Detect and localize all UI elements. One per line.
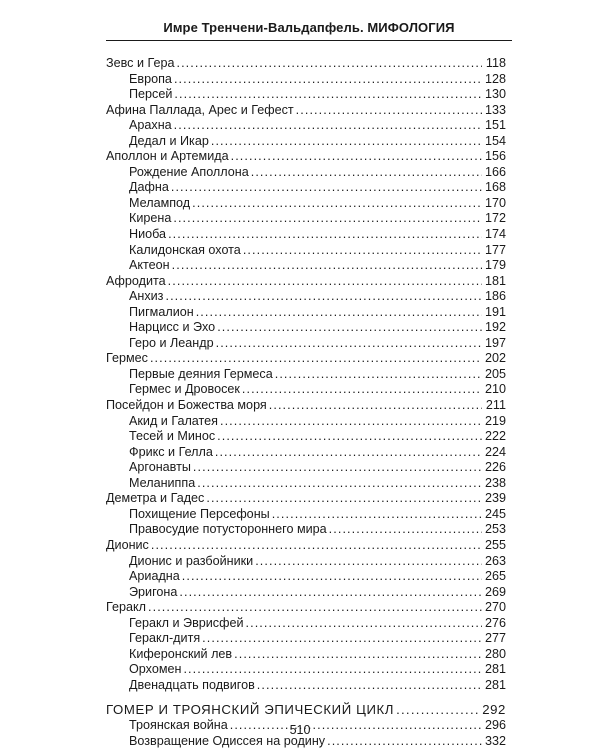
toc-subsection xyxy=(106,382,506,398)
toc-entry-page: 174 xyxy=(484,227,506,242)
toc-subsection xyxy=(106,445,506,461)
dot-leader xyxy=(296,103,482,119)
toc-entry-page: 276 xyxy=(484,615,506,630)
toc-entry-page: 277 xyxy=(484,631,506,646)
toc-entry-page: 186 xyxy=(484,289,506,304)
toc-subsection xyxy=(106,631,506,647)
toc-subsection xyxy=(106,196,506,212)
toc-entry-page: 168 xyxy=(484,180,506,195)
dot-leader xyxy=(231,149,482,165)
toc-entry-page: 179 xyxy=(484,258,506,273)
toc-subsection xyxy=(106,180,506,196)
toc-subsection xyxy=(106,678,506,694)
toc-subsection xyxy=(106,554,506,570)
toc-entry-title: Деметра и Гадес xyxy=(106,491,205,506)
toc-entry-title: Персей xyxy=(129,87,173,102)
toc-entry-page: 238 xyxy=(484,475,506,490)
toc-section xyxy=(106,538,506,554)
toc-entry-page: 253 xyxy=(484,522,506,537)
dot-leader xyxy=(217,320,482,336)
dot-leader xyxy=(215,445,482,461)
dot-leader xyxy=(171,180,482,196)
toc-subsection xyxy=(106,662,506,678)
toc-subsection xyxy=(106,289,506,305)
toc-entry-title: Геракл и Эврисфей xyxy=(129,615,244,630)
toc-entry-title: Похищение Персефоны xyxy=(129,506,270,521)
dot-leader xyxy=(168,227,482,243)
toc-entry-title: Возвращение Одиссея на родину xyxy=(129,733,326,748)
toc-subsection xyxy=(106,211,506,227)
toc-subsection xyxy=(106,585,506,601)
toc-entry-title: Афродита xyxy=(106,273,166,288)
toc-entry-title: Двенадцать подвигов xyxy=(129,677,255,692)
toc-entry-page: 263 xyxy=(484,553,506,568)
toc-subsection xyxy=(106,429,506,445)
toc-entry-page: 296 xyxy=(484,718,506,733)
toc-entry-page: 224 xyxy=(484,444,506,459)
toc-subsection xyxy=(106,647,506,663)
dot-leader xyxy=(243,243,482,259)
toc-entry-page: 181 xyxy=(484,273,506,288)
toc-entry-page: 211 xyxy=(485,398,506,413)
toc-subsection xyxy=(106,227,506,243)
dot-leader xyxy=(211,134,482,150)
toc-section xyxy=(106,398,506,414)
dot-leader xyxy=(176,56,482,72)
toc-subsection xyxy=(106,320,506,336)
toc-entry-title: Пигмалион xyxy=(129,304,194,319)
dot-leader xyxy=(216,336,482,352)
running-title: Имре Тренчени-Вальдапфель. МИФОЛОГИЯ xyxy=(163,20,455,35)
toc-entry-page: 210 xyxy=(484,382,506,397)
toc-entry-title: Троянская война xyxy=(129,718,228,733)
toc-subsection xyxy=(106,569,506,585)
toc-entry-page: 245 xyxy=(484,506,506,521)
dot-leader xyxy=(396,701,480,718)
toc-entry-title: Первые деяния Гермеса xyxy=(129,366,273,381)
toc-entry-page: 177 xyxy=(484,242,506,257)
toc-entry-page: 270 xyxy=(484,600,506,615)
toc-entry-title: Дионис и разбойники xyxy=(129,553,254,568)
toc-entry-title: Правосудие потустороннего мира xyxy=(129,522,327,537)
running-header xyxy=(106,18,512,41)
dot-leader xyxy=(172,258,482,274)
toc-entry-title: Зевс и Гера xyxy=(106,56,175,70)
toc-entry-page: 166 xyxy=(484,164,506,179)
toc-entry-page: 269 xyxy=(484,584,506,599)
toc-entry-title: Аполлон и Артемида xyxy=(106,149,229,164)
toc-subsection xyxy=(106,460,506,476)
toc-entry-title: Акид и Галатея xyxy=(129,413,218,428)
toc-subsection xyxy=(106,507,506,523)
toc-entry-page: 202 xyxy=(484,351,506,366)
toc-entry-title: Геро и Леандр xyxy=(129,335,214,350)
toc-entry-title: Афина Паллада, Арес и Гефест xyxy=(106,102,294,117)
toc-entry-page: 332 xyxy=(484,733,506,748)
toc-entry-page: 265 xyxy=(484,569,506,584)
toc-entry-title: Арахна xyxy=(129,118,172,133)
toc-entry-title: Анхиз xyxy=(129,289,164,304)
toc-subsection xyxy=(106,258,506,274)
toc-subsection xyxy=(106,87,506,103)
toc-entry-title: Калидонская охота xyxy=(129,242,241,257)
toc-entry-page: 219 xyxy=(484,413,506,428)
dot-leader xyxy=(272,507,482,523)
dot-leader xyxy=(179,585,482,601)
toc-section xyxy=(106,351,506,367)
toc-section xyxy=(106,274,506,290)
dot-leader xyxy=(150,351,482,367)
toc-subsection xyxy=(106,134,506,150)
toc-entry-title: Дионис xyxy=(106,537,149,552)
dot-leader xyxy=(174,118,482,134)
dot-leader xyxy=(148,600,482,616)
toc-entry-title: Ариадна xyxy=(129,569,180,584)
toc-entry-page: 226 xyxy=(484,460,506,475)
toc-entry-page: 128 xyxy=(484,71,506,86)
toc-subsection xyxy=(106,616,506,632)
dot-leader xyxy=(173,211,482,227)
page-number: 510 xyxy=(289,723,311,737)
toc-subsection xyxy=(106,522,506,538)
toc-entry-title: Дедал и Икар xyxy=(129,133,209,148)
toc-entry-page: 156 xyxy=(484,149,506,164)
dot-leader xyxy=(193,460,482,476)
toc-entry-page: 118 xyxy=(485,56,506,70)
toc-entry-title: Меланиппа xyxy=(129,475,196,490)
toc-entry-page: 205 xyxy=(484,366,506,381)
dot-leader xyxy=(220,414,482,430)
toc-part-heading xyxy=(106,701,506,718)
toc-subsection xyxy=(106,305,506,321)
toc-entry-page: 170 xyxy=(484,195,506,210)
toc-entry-title: Нарцисс и Эхо xyxy=(129,320,216,335)
toc-entry-page: 192 xyxy=(484,320,506,335)
toc-entry-page: 222 xyxy=(484,429,506,444)
dot-leader xyxy=(183,662,482,678)
dot-leader xyxy=(217,429,482,445)
toc-entry-title: Рождение Аполлона xyxy=(129,164,249,179)
toc-section xyxy=(106,600,506,616)
toc-entry-title: Геракл-дитя xyxy=(129,631,201,646)
toc-subsection xyxy=(106,476,506,492)
toc-entry-title: Геракл xyxy=(106,600,146,615)
dot-leader xyxy=(329,522,482,538)
toc-entry-title: ГОМЕР И ТРОЯНСКИЙ ЭПИЧЕСКИЙ ЦИКЛ xyxy=(106,702,395,718)
dot-leader xyxy=(151,538,482,554)
toc-subsection xyxy=(106,367,506,383)
toc-entry-page: 281 xyxy=(484,662,506,677)
toc-entry-title: Ниоба xyxy=(129,227,167,242)
toc-subsection xyxy=(106,243,506,259)
toc-entry-title: Актеон xyxy=(129,258,170,273)
toc-entry-title: Орхомен xyxy=(129,662,182,677)
toc-entry-title: Гермес и Дровосек xyxy=(129,382,240,397)
toc-entry-title: Дафна xyxy=(129,180,169,195)
dot-leader xyxy=(246,616,483,632)
toc-entry-title: Гермес xyxy=(106,351,148,366)
toc-entry-page: 197 xyxy=(484,335,506,350)
toc-entry-page: 154 xyxy=(484,133,506,148)
toc-entry-page: 281 xyxy=(484,677,506,692)
toc-entry-page: 280 xyxy=(484,646,506,661)
dot-leader xyxy=(174,87,482,103)
dot-leader xyxy=(192,196,482,212)
toc-subsection xyxy=(106,414,506,430)
toc-entry-page: 255 xyxy=(484,537,506,552)
toc-section xyxy=(106,149,506,165)
toc-entry-title: Эригона xyxy=(129,584,178,599)
toc-entry-title: Киферонский лев xyxy=(129,646,233,661)
toc-entry-page: 172 xyxy=(484,211,506,226)
dot-leader xyxy=(206,491,482,507)
dot-leader xyxy=(196,305,482,321)
toc-entry-page: 292 xyxy=(482,702,506,718)
table-of-contents xyxy=(106,56,506,750)
toc-subsection xyxy=(106,336,506,352)
toc-entry-page: 133 xyxy=(484,102,506,117)
dot-leader xyxy=(182,569,482,585)
dot-leader xyxy=(234,647,482,663)
toc-subsection xyxy=(106,165,506,181)
toc-entry-page: 191 xyxy=(484,304,506,319)
dot-leader xyxy=(275,367,482,383)
toc-entry-title: Мелампод xyxy=(129,195,191,210)
toc-entry-title: Тесей и Минос xyxy=(129,429,216,444)
toc-section xyxy=(106,103,506,119)
toc-entry-title: Аргонавты xyxy=(129,460,191,475)
toc-entry-title: Фрикс и Гелла xyxy=(129,444,213,459)
toc-subsection xyxy=(106,72,506,88)
dot-leader xyxy=(202,631,482,647)
toc-section xyxy=(106,56,506,72)
dot-leader xyxy=(257,678,482,694)
dot-leader xyxy=(242,382,482,398)
dot-leader xyxy=(197,476,482,492)
toc-entry-title: Кирена xyxy=(129,211,172,226)
toc-entry-title: Посейдон и Божества моря xyxy=(106,398,267,413)
toc-entry-page: 239 xyxy=(484,491,506,506)
toc-entry-title: Европа xyxy=(129,71,172,86)
dot-leader xyxy=(174,72,482,88)
dot-leader xyxy=(251,165,482,181)
toc-subsection xyxy=(106,118,506,134)
toc-section xyxy=(106,491,506,507)
toc-entry-page: 130 xyxy=(484,87,506,102)
toc-entry-page: 151 xyxy=(484,118,506,133)
dot-leader xyxy=(168,274,482,290)
dot-leader xyxy=(269,398,482,414)
dot-leader xyxy=(255,554,482,570)
dot-leader xyxy=(165,289,482,305)
